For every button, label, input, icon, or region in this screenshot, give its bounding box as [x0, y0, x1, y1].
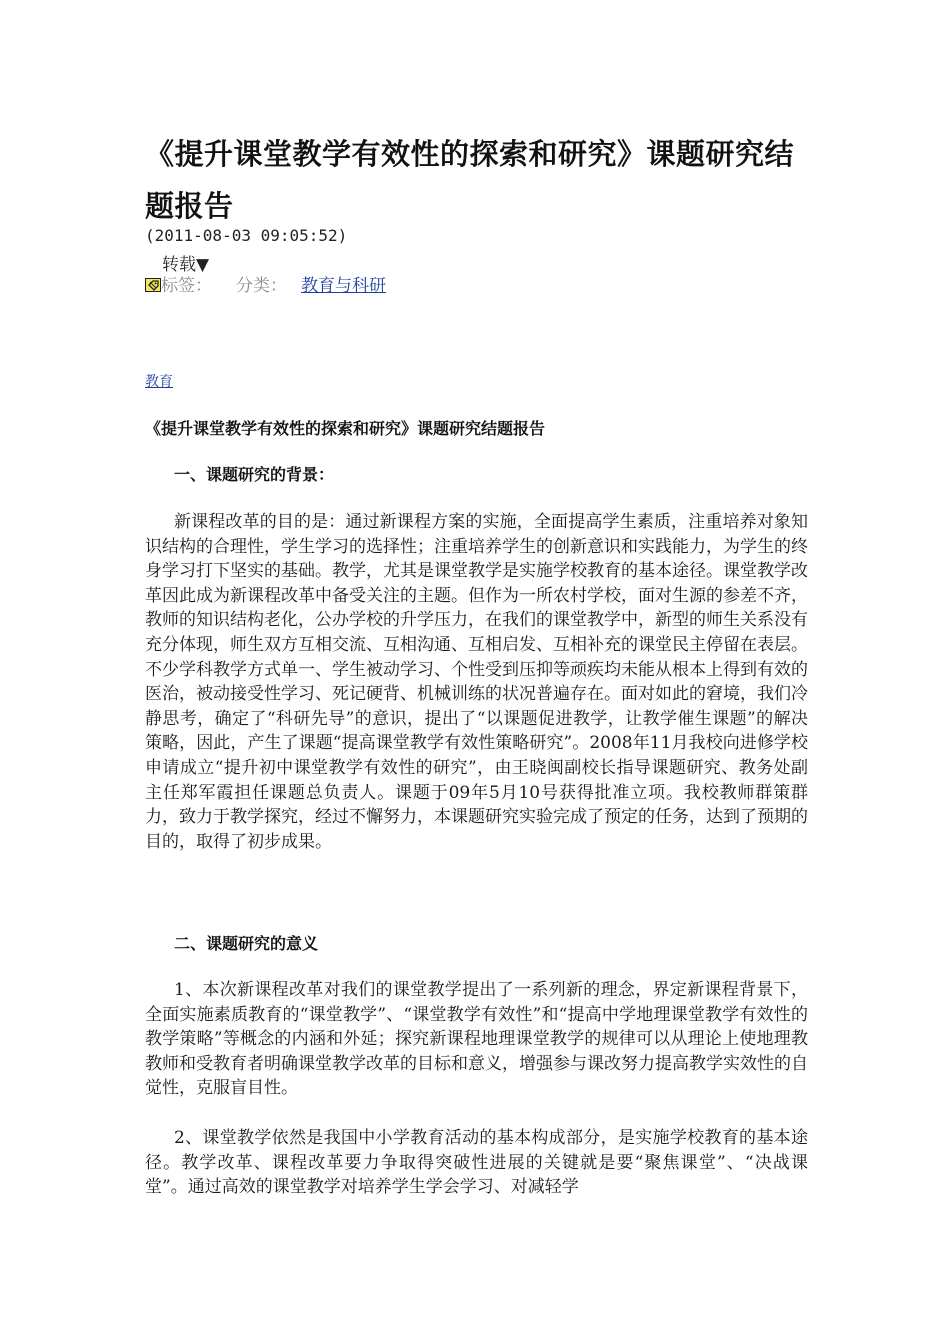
paragraph-background: 新课程改革的目的是：通过新课程方案的实施，全面提高学生素质，注重培养对象知识结构的合理性，学生学习的选择性；注重培养学生的创新意识和实践能力，为学生的终身学习打下坚实的基础。教学，尤其是课堂教学是实施学校教育的基本途径。课堂教学改革因此成为新课程改革中备受关注的主题。但作为一所农村学校，面对生源的参差不齐，教师的知识结构老化，公办学校的升学压力，在我们的课堂教学中，新型的师生关系没有充分体现，师生双方互相交流、互相沟通、互相启发、互相补充的课堂民主停留在表层。不少学科教学方式单一、学生被动学习、个性受到压抑等顽疾均未能从根本上得到有效的医治，被动接受性学习、死记硬背、机械训练的状况普遍存在。面对如此的窘境，我们冷静思考，确定了“科研先导”的意识，提出了“以课题促进教学，让教学催生课题”的解决策略，因此，产生了课题“提高课堂教学有效性策略研究”。2008年11月我校向进修学校申请成立“提升初中课堂教学有效性的研究”，由王晓闽副校长指导课题研究、教务处副主任郑军霞担任课题总负责人。课题于09年5月10号获得批准立项。我校教师群策群力，致力于教学探究，经过不懈努力，本课题研究实验完成了预定的任务，达到了预期的目的，取得了初步成果。	[145, 512, 808, 852]
document-heading: 《提升课堂教学有效性的探索和研究》课题研究结题报告	[145, 419, 546, 438]
paragraph-significance-2: 2、课堂教学依然是我国中小学教育活动的基本构成部分，是实施学校教育的基本途径。教学改革、课程改革要力争取得突破性进展的关键就是要“聚焦课堂”、“决战课堂”。通过高效的课堂教学对培养学生学会学习、对减轻学	[145, 1128, 808, 1198]
post-timestamp: (2011-08-03 09:05:52)	[145, 226, 348, 245]
post-meta	[145, 275, 386, 297]
category-link-education[interactable]: 教育	[145, 374, 173, 390]
paragraph-significance-1: 1、本次新课程改革对我们的课堂教学提出了一系列新的理念，界定新课程背景下，全面实施素质教育的“课堂教学”、“课堂教学有效性”和“提高中学地理课堂教学有效性的教学策略”等概念的内涵和外延；探究新课程地理课堂教学的规律可以从理论上使地理教教师和受教育者明确课堂教学改革的目标和意义，增强参与课改努力提高教学实效性的自觉性，克服盲目性。	[145, 980, 808, 1099]
article-title: 《提升课堂教学有效性的探索和研究》课题研究结题报告	[145, 137, 795, 223]
section-heading-background: 一、课题研究的背景：	[174, 465, 335, 484]
category-link-education-research[interactable]: 教育与科研	[301, 276, 386, 296]
category-label: 分类：	[236, 276, 287, 296]
tag-icon	[145, 278, 161, 292]
tags-label: 标签：	[161, 276, 212, 296]
section-heading-significance: 二、课题研究的意义	[174, 934, 319, 953]
repost-dropdown[interactable]: 转载▼	[162, 255, 210, 275]
